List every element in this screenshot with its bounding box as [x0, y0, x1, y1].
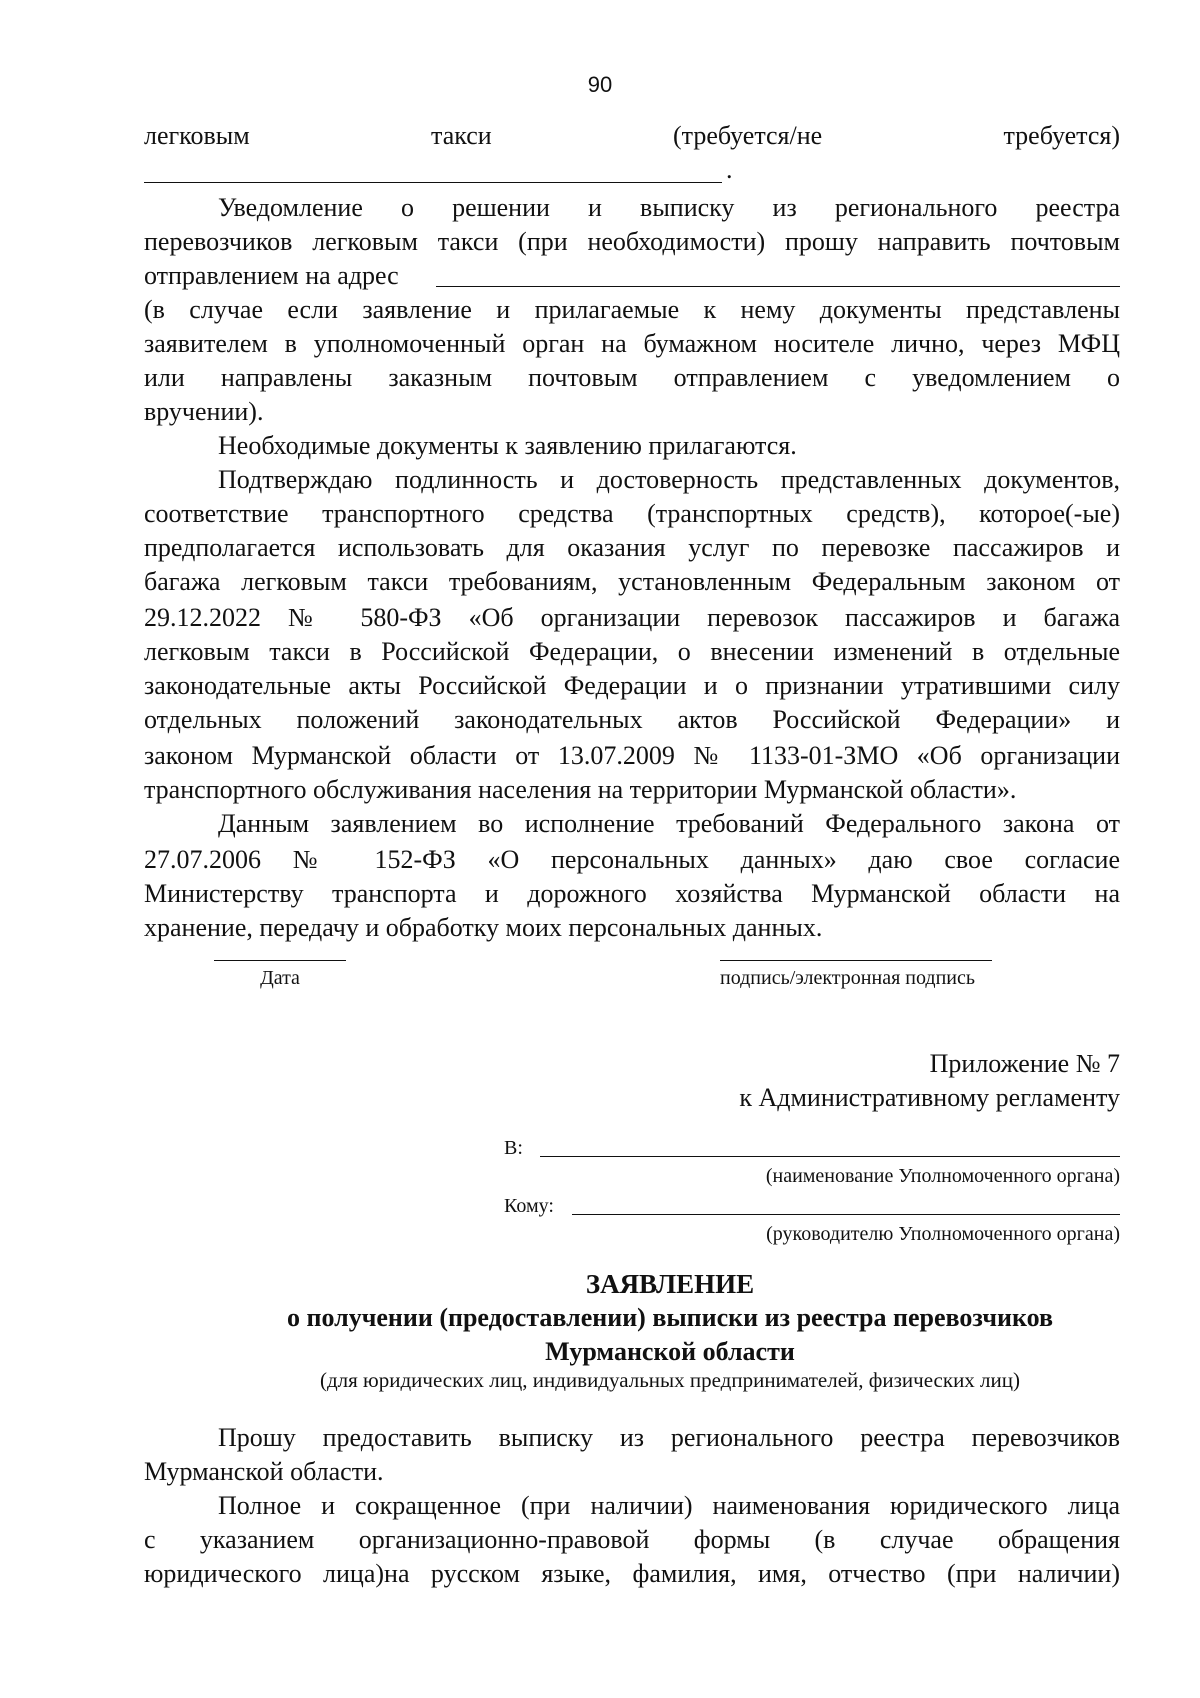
- signature-field-line: [720, 960, 992, 961]
- name-line-3: юридического лица)на русском языке, фамилия, имя, отчество (при наличии): [144, 1559, 1120, 1588]
- request-line-1: Прошу предоставить выписку из регионального реестра перевозчиков: [218, 1423, 1120, 1452]
- address-field-line: [436, 286, 1120, 287]
- to-hint: (наименование Уполномоченного органа): [765, 1165, 1120, 1187]
- word-4: требуется): [1003, 121, 1120, 150]
- confirm-line-4: багажа легковым такси требованиям, установленным Федеральным законом от: [144, 567, 1120, 596]
- request-line-2: Мурманской области.: [144, 1457, 384, 1486]
- page-number: 90: [587, 72, 613, 97]
- confirm-line-1: Подтверждаю подлинность и достоверность представленных документов,: [218, 465, 1120, 494]
- signature-label: подпись/электронная подпись: [720, 967, 975, 989]
- appendix-number: Приложение № 7: [929, 1049, 1120, 1078]
- notice-line-2: перевозчиков легковым такси (при необходимости) прошу направить почтовым: [144, 227, 1120, 256]
- case-line-2: заявителем в уполномоченный орган на бумажном носителе лично, через МФЦ: [144, 329, 1120, 358]
- confirm-line-5: 29.12.2022 № 580-ФЗ «Об организации перевозок пассажиров и багажа: [144, 603, 1120, 632]
- word-2: такси: [431, 121, 492, 150]
- whom-hint: (руководителю Уполномоченного органа): [766, 1223, 1120, 1245]
- date-label: Дата: [260, 967, 300, 989]
- to-field-line: [540, 1156, 1120, 1157]
- consent-line-2: 27.07.2006 № 152-ФЗ «О персональных данных» даю свое согласие: [144, 845, 1120, 874]
- confirm-line-10: транспортного обслуживания населения на территории Мурманской области».: [144, 775, 1017, 804]
- case-line-3: или направлены заказным почтовым отправлением с уведомлением о: [144, 363, 1120, 392]
- form-title: ЗАЯВЛЕНИЕ: [585, 1269, 755, 1299]
- confirm-line-3: предполагается использовать для оказания услуг по перевозке пассажиров и: [144, 533, 1120, 562]
- blank-line-end: .: [726, 155, 733, 184]
- case-line-4: вручении).: [144, 397, 264, 426]
- taxi-requirement-line: [144, 120, 1120, 152]
- to-label: В:: [504, 1137, 523, 1159]
- notice-line-1: Уведомление о решении и выписку из регионального реестра: [218, 193, 1120, 222]
- blank-line-requirement: [144, 182, 722, 183]
- form-note: (для юридических лиц, индивидуальных предпринимателей, физических лиц): [319, 1368, 1021, 1392]
- word-3: (требуется/не: [673, 121, 823, 150]
- name-line-1: Полное и сокращенное (при наличии) наименования юридического лица: [218, 1491, 1120, 1520]
- form-subtitle-1: о получении (предоставлении) выписки из реестра перевозчиков: [286, 1303, 1054, 1332]
- appendix-regulation: к Административному регламенту: [739, 1083, 1120, 1112]
- word-1: легковым: [144, 121, 250, 150]
- confirm-line-6: легковым такси в Российской Федерации, о внесении изменений в отдельные: [144, 637, 1120, 666]
- whom-label: Кому:: [504, 1195, 554, 1217]
- form-subtitle-2: Мурманской области: [545, 1337, 795, 1366]
- confirm-line-2: соответствие транспортного средства (транспортных средств), которое(-ые): [144, 499, 1120, 528]
- confirm-line-9: законом Мурманской области от 13.07.2009 № 1133-01-ЗМО «Об организации: [144, 741, 1120, 770]
- confirm-line-7: законодательные акты Российской Федерации и о признании утратившими силу: [144, 671, 1120, 700]
- consent-line-4: хранение, передачу и обработку моих персональных данных.: [144, 913, 823, 942]
- whom-field-line: [572, 1214, 1120, 1215]
- consent-line-1: Данным заявлением во исполнение требований Федерального закона от: [218, 809, 1120, 838]
- date-field-line: [214, 960, 346, 961]
- consent-line-3: Министерству транспорта и дорожного хозяйства Мурманской области на: [144, 879, 1120, 908]
- name-line-2: с указанием организационно-правовой формы (в случае обращения: [144, 1525, 1120, 1554]
- case-line-1: (в случае если заявление и прилагаемые к нему документы представлены: [144, 295, 1120, 324]
- docs-attached-text: Необходимые документы к заявлению прилагаются.: [218, 431, 797, 460]
- confirm-line-8: отдельных положений законодательных актов Российской Федерации» и: [144, 705, 1120, 734]
- notice-line-3: отправлением на адрес: [144, 261, 399, 290]
